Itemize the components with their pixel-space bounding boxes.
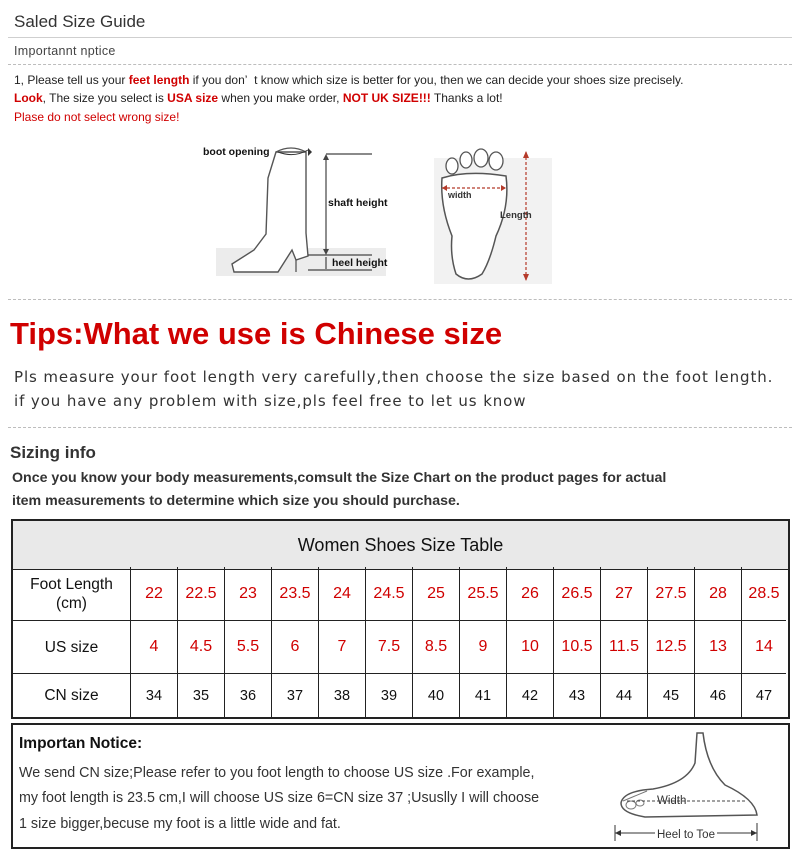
- size-cell-cn-size: 39: [366, 674, 413, 717]
- size-cell-cn-size: 45: [648, 674, 695, 717]
- size-cell-foot-length: 24.5: [366, 567, 413, 621]
- shaft-height-label: shaft height: [328, 197, 388, 209]
- size-cell-us-size: 6: [272, 621, 319, 674]
- size-cell-cn-size: 40: [413, 674, 460, 717]
- heel-to-toe-label: Heel to Toe: [657, 829, 715, 841]
- length-label: Length: [500, 210, 532, 221]
- tips-line-1: Pls measure your foot length very carefully,then choose the size based on the foot length.: [14, 368, 774, 386]
- size-cell-us-size: 4: [131, 621, 178, 674]
- boot-diagram: [196, 138, 416, 283]
- size-cell-us-size: 5.5: [225, 621, 272, 674]
- size-cell-us-size: 13: [695, 621, 742, 674]
- foot-side-icon: [607, 727, 783, 845]
- size-cell-us-size: 14: [742, 621, 786, 674]
- size-cell-us-size: 10: [507, 621, 554, 674]
- size-cell-us-size: 11.5: [601, 621, 648, 674]
- divider-dashed: [8, 64, 792, 65]
- size-cell-cn-size: 35: [178, 674, 225, 717]
- notice-line-2: [14, 91, 503, 105]
- size-cell-us-size: 4.5: [178, 621, 225, 674]
- size-cell-us-size: 8.5: [413, 621, 460, 674]
- row-label: US size: [13, 621, 131, 674]
- size-cell-cn-size: 42: [507, 674, 554, 717]
- size-cell-cn-size: 47: [755, 687, 773, 704]
- row-label: Foot Length (cm): [13, 567, 131, 621]
- important-notice-box: [11, 723, 790, 849]
- notice-highlight: feet length: [128, 73, 190, 87]
- size-cell-cn-size: 44: [601, 674, 648, 717]
- sizing-line-2: item measurements to determine which size you should purchase.: [12, 493, 460, 509]
- size-cell-foot-length: 23.5: [272, 567, 319, 621]
- size-cell-cn-size: 34: [131, 674, 178, 717]
- notice-text: when you make order,: [218, 91, 343, 105]
- important-line-3: 1 size bigger,becuse my foot is a little wide and fat.: [19, 816, 341, 832]
- notice-text: , The size you select is: [42, 91, 168, 105]
- size-cell-foot-length: 28.5: [742, 567, 786, 621]
- size-cell-us-size: 10.5: [554, 621, 601, 674]
- size-cell-foot-length: 23: [225, 567, 272, 621]
- notice-highlight: NOT UK SIZE!!!: [342, 91, 431, 105]
- size-cell-cn-size: 41: [460, 674, 507, 717]
- heel-height-label: heel height: [332, 257, 388, 269]
- notice-text: if you don’ t know which size is better for you, then we can decide your shoes size precisely.: [189, 73, 684, 87]
- size-cell-cn-size: 38: [319, 674, 366, 717]
- width-label: width: [448, 190, 472, 200]
- size-cell-foot-length: 28: [695, 567, 742, 621]
- page-title: Saled Size Guide: [14, 12, 146, 31]
- row-label: CN size: [13, 674, 131, 717]
- size-cell-cn-size: 46: [695, 674, 742, 717]
- size-cell-us-size: 12.5: [648, 621, 695, 674]
- important-line-1: We send CN size;Please refer to you foot length to choose US size .For example,: [19, 765, 535, 781]
- footprint-icon: [430, 146, 560, 286]
- subtitle: Importannt nptice: [14, 44, 116, 58]
- size-cell-foot-length: 22.5: [178, 567, 225, 621]
- size-cell-us-size: 9: [460, 621, 507, 674]
- divider-dashed: [8, 427, 792, 428]
- size-table-title: Women Shoes Size Table: [13, 521, 788, 570]
- notice-text: Thanks a lot!: [430, 91, 503, 105]
- size-cell-cn-size: 43: [554, 674, 601, 717]
- size-cell-foot-length: 26.5: [554, 567, 601, 621]
- size-cell-cn-size: 36: [225, 674, 272, 717]
- size-cell-foot-length: 27: [601, 567, 648, 621]
- important-notice-title: Importan Notice:: [19, 735, 143, 752]
- width-side-label: Width: [657, 795, 687, 807]
- notice-text: 1, Please tell us your: [14, 73, 129, 87]
- boot-opening-label: boot opening: [203, 146, 270, 158]
- notice-highlight: USA size: [167, 91, 219, 105]
- important-line-2: my foot length is 23.5 cm,I will choose US size 6=CN size 37 ;Ususlly I will choose: [19, 790, 540, 806]
- notice-line-1: [14, 73, 683, 87]
- foot-side-diagram: [607, 727, 783, 845]
- sizing-line-1: Once you know your body measurements,comsult the Size Chart on the product pages for actual: [12, 470, 667, 486]
- sizing-heading: Sizing info: [10, 443, 96, 462]
- size-cell-us-size: 7.5: [366, 621, 413, 674]
- size-table: [11, 519, 790, 719]
- size-cell-foot-length: 25: [413, 567, 460, 621]
- foot-diagram: [430, 146, 560, 286]
- size-cell-foot-length: 26: [507, 567, 554, 621]
- size-cell-cn-size: 37: [272, 674, 319, 717]
- divider-dashed: [8, 299, 792, 300]
- notice-line-3: Plase do not select wrong size!: [14, 110, 180, 124]
- size-cell-foot-length: 22: [131, 567, 178, 621]
- divider: [8, 37, 792, 38]
- size-cell-foot-length: 25.5: [460, 567, 507, 621]
- size-cell-foot-length: 24: [319, 567, 366, 621]
- notice-highlight: Look: [14, 91, 43, 105]
- tips-line-2: if you have any problem with size,pls feel free to let us know: [14, 392, 527, 410]
- tips-heading: Tips:What we use is Chinese size: [10, 316, 503, 351]
- size-cell-us-size: 7: [319, 621, 366, 674]
- size-cell-foot-length: 27.5: [648, 567, 695, 621]
